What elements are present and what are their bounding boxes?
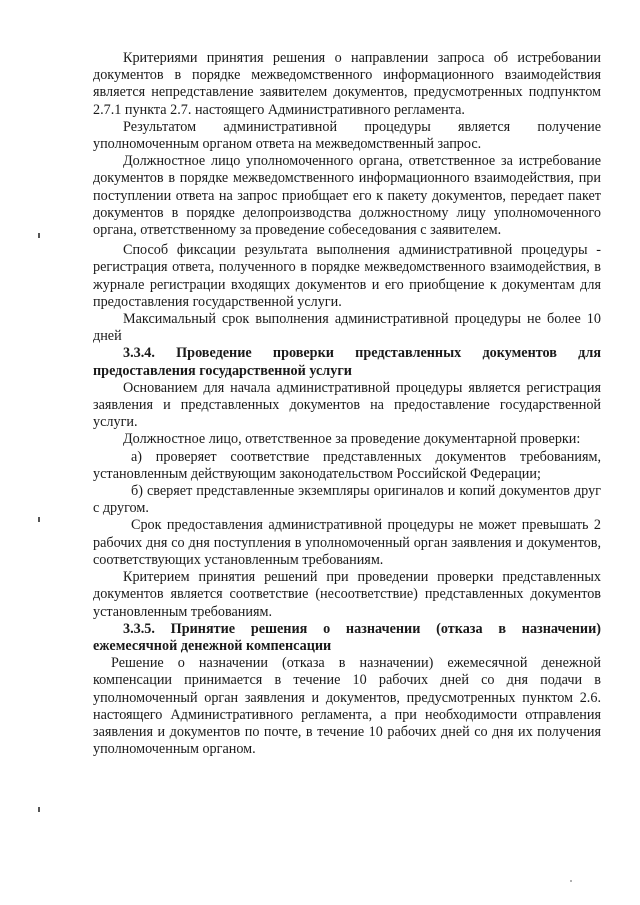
paragraph-decision-criterion: Критерием принятия решений при проведении проверки представленных документов является соответствие (несоответствие) представленных документов установленным требованиям.: [93, 569, 601, 620]
paragraph-term: Срок предоставления административной процедуры не может превышать 2 рабочих дня со дня поступления в уполномоченный орган заявления и документов, соответствующих установленным требованиям.: [93, 517, 601, 568]
paragraph-criteria-request: Критериями принятия решения о направлении запроса об истребовании документов в порядке межведомственного информационного взаимодействия является непредставление заявителем документов, предусмотренных подпунктом 2.7.1 пункта 2.7. настоящего Административного регламента.: [93, 50, 601, 118]
paragraph-fixation-method: Способ фиксации результата выполнения административной процедуры - регистрация ответа, полученного в порядке межведомственного взаимодействия, в журнале регистрации входящих документов и его приобщение к документам для предоставления государственной услуги.: [93, 242, 601, 310]
paragraph-official-duties: Должностное лицо уполномоченного органа, ответственное за истребование документов в порядке межведомственного информационного взаимодействия, при поступлении ответа на запрос приобщает его к пакету документов, передает пакет документов в порядке делопроизводства должностному лицу уполномоченного органа, ответственному за проведение собеседования с заявителем.: [93, 153, 601, 239]
paragraph-decision: Решение о назначении (отказа в назначении) ежемесячной денежной компенсации принимается в течение 10 рабочих дней со дня подачи в уполномоченный орган заявления и документов, предусмотренных пунктом 2.6. настоящего Административного регламента, а при необходимости отправления заявления и документов по почте, в течение 10 рабочих дней со дня их получения уполномоченным органом.: [93, 655, 601, 758]
section-heading-3-3-4: 3.3.4. Проведение проверки представленных документов для предоставления государственной услуги: [93, 345, 601, 379]
list-item-a: а) проверяет соответствие представленных документов требованиям, установленным действующим законодательством Российской Федерации;: [93, 448, 601, 482]
section-heading-3-3-5: 3.3.5. Принятие решения о назначении (отказа в назначении) ежемесячной денежной компенсации: [93, 620, 601, 654]
margin-dot: [570, 880, 572, 882]
paragraph-result: Результатом административной процедуры является получение уполномоченным органом ответа на межведомственный запрос.: [93, 118, 601, 153]
paragraph-max-term: Максимальный срок выполнения административной процедуры не более 10 дней: [93, 311, 601, 345]
paragraph-responsible-official: Должностное лицо, ответственное за проведение документарной проверки:: [123, 431, 581, 448]
margin-mark: [38, 807, 40, 812]
margin-mark: [38, 233, 40, 238]
paragraph-basis: Основанием для начала административной процедуры является регистрация заявления и представленных документов на предоставление государственной услуги.: [93, 379, 601, 431]
document-body: [93, 50, 601, 758]
list-item-b: б) сверяет представленные экземпляры оригиналов и копий документов друг с другом.: [93, 483, 601, 517]
margin-mark: [38, 517, 40, 522]
